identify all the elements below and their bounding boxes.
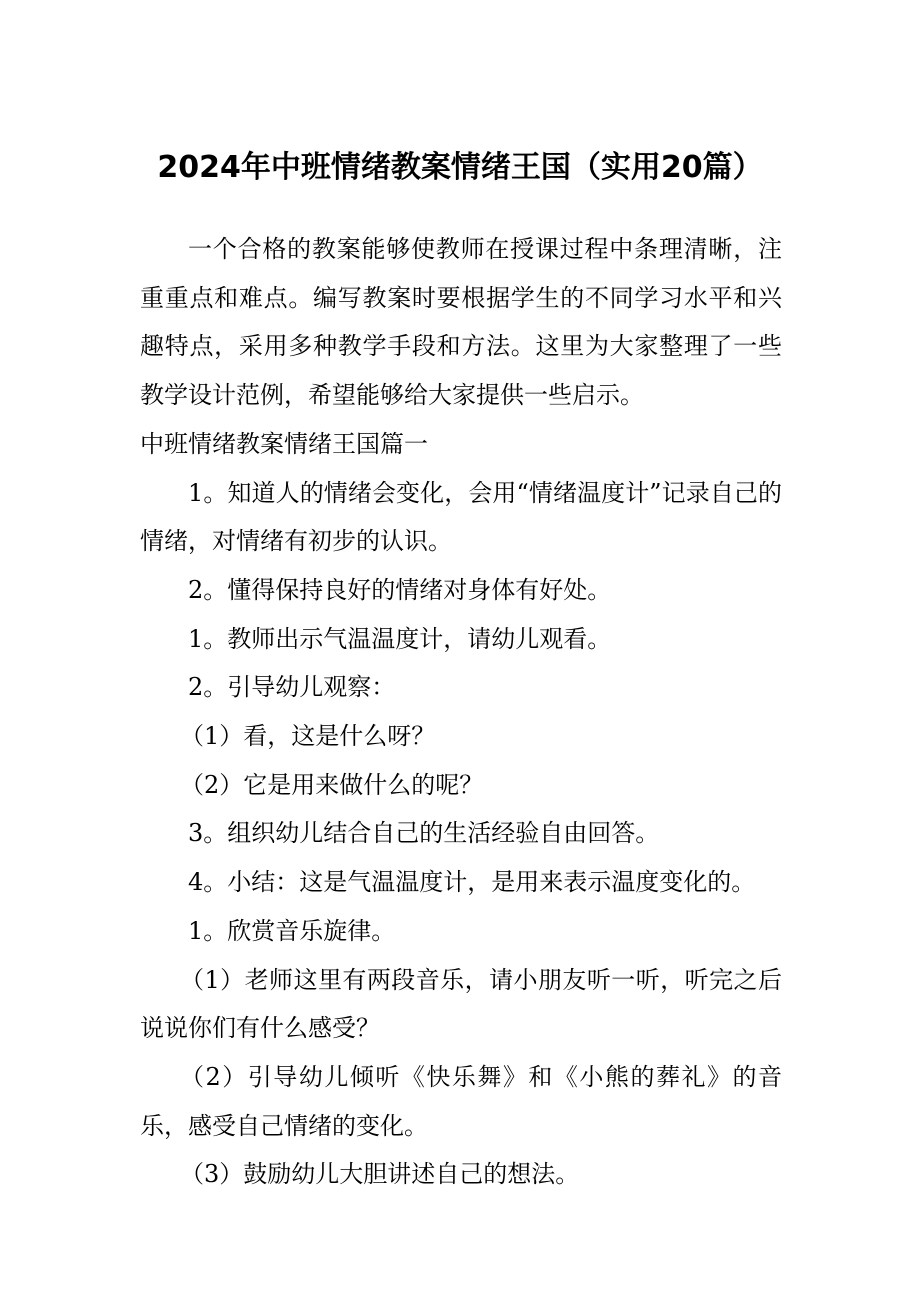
paragraph-music-1: 1。欣赏音乐旋律。 [188,916,396,945]
paragraph-step-2: 2。引导幼儿观察： [188,673,396,702]
paragraph-goal-1: 1。知道人的情绪会变化，会用“情绪温度计”记录自己的情绪，对情绪有初步的认识。 [140,478,782,556]
paragraph-music-sub-3: （3）鼓励幼儿大胆讲述自己的想法。 [180,1160,580,1189]
paragraph-goal-2: 2。懂得保持良好的情绪对身体有好处。 [188,575,612,604]
paragraph-substep-2: （2）它是用来做什么的呢？ [180,770,484,799]
section-heading: 中班情绪教案情绪王国篇一 [140,429,428,458]
paragraph-step-1: 1。教师出示气温温度计，请幼儿观看。 [188,624,612,653]
document-title: 2024年中班情绪教案情绪王国（实用20篇） [157,150,763,185]
intro-paragraph: 一个合格的教案能够使教师在授课过程中条理清晰，注重重点和难点。编写教案时要根据学生的不同学习水平和兴趣特点，采用多种教学手段和方法。这里为大家整理了一些教学设计范例，希望能够给大家提供一些启示。 [140,235,782,410]
paragraph-step-3: 3。组织幼儿结合自己的生活经验自由回答。 [188,819,660,848]
paragraph-substep-1: （1）看，这是什么呀？ [180,722,436,751]
paragraph-music-sub-1: （1）老师这里有两段音乐，请小朋友听一听，听完之后说说你们有什么感受？ [140,965,782,1043]
document-body [140,225,782,1199]
paragraph-step-4: 4。小结：这是气温温度计，是用来表示温度变化的。 [188,868,756,897]
paragraph-music-sub-2: （2）引导幼儿倾听《快乐舞》和《小熊的葬礼》的音乐，感受自己情绪的变化。 [140,1062,782,1140]
